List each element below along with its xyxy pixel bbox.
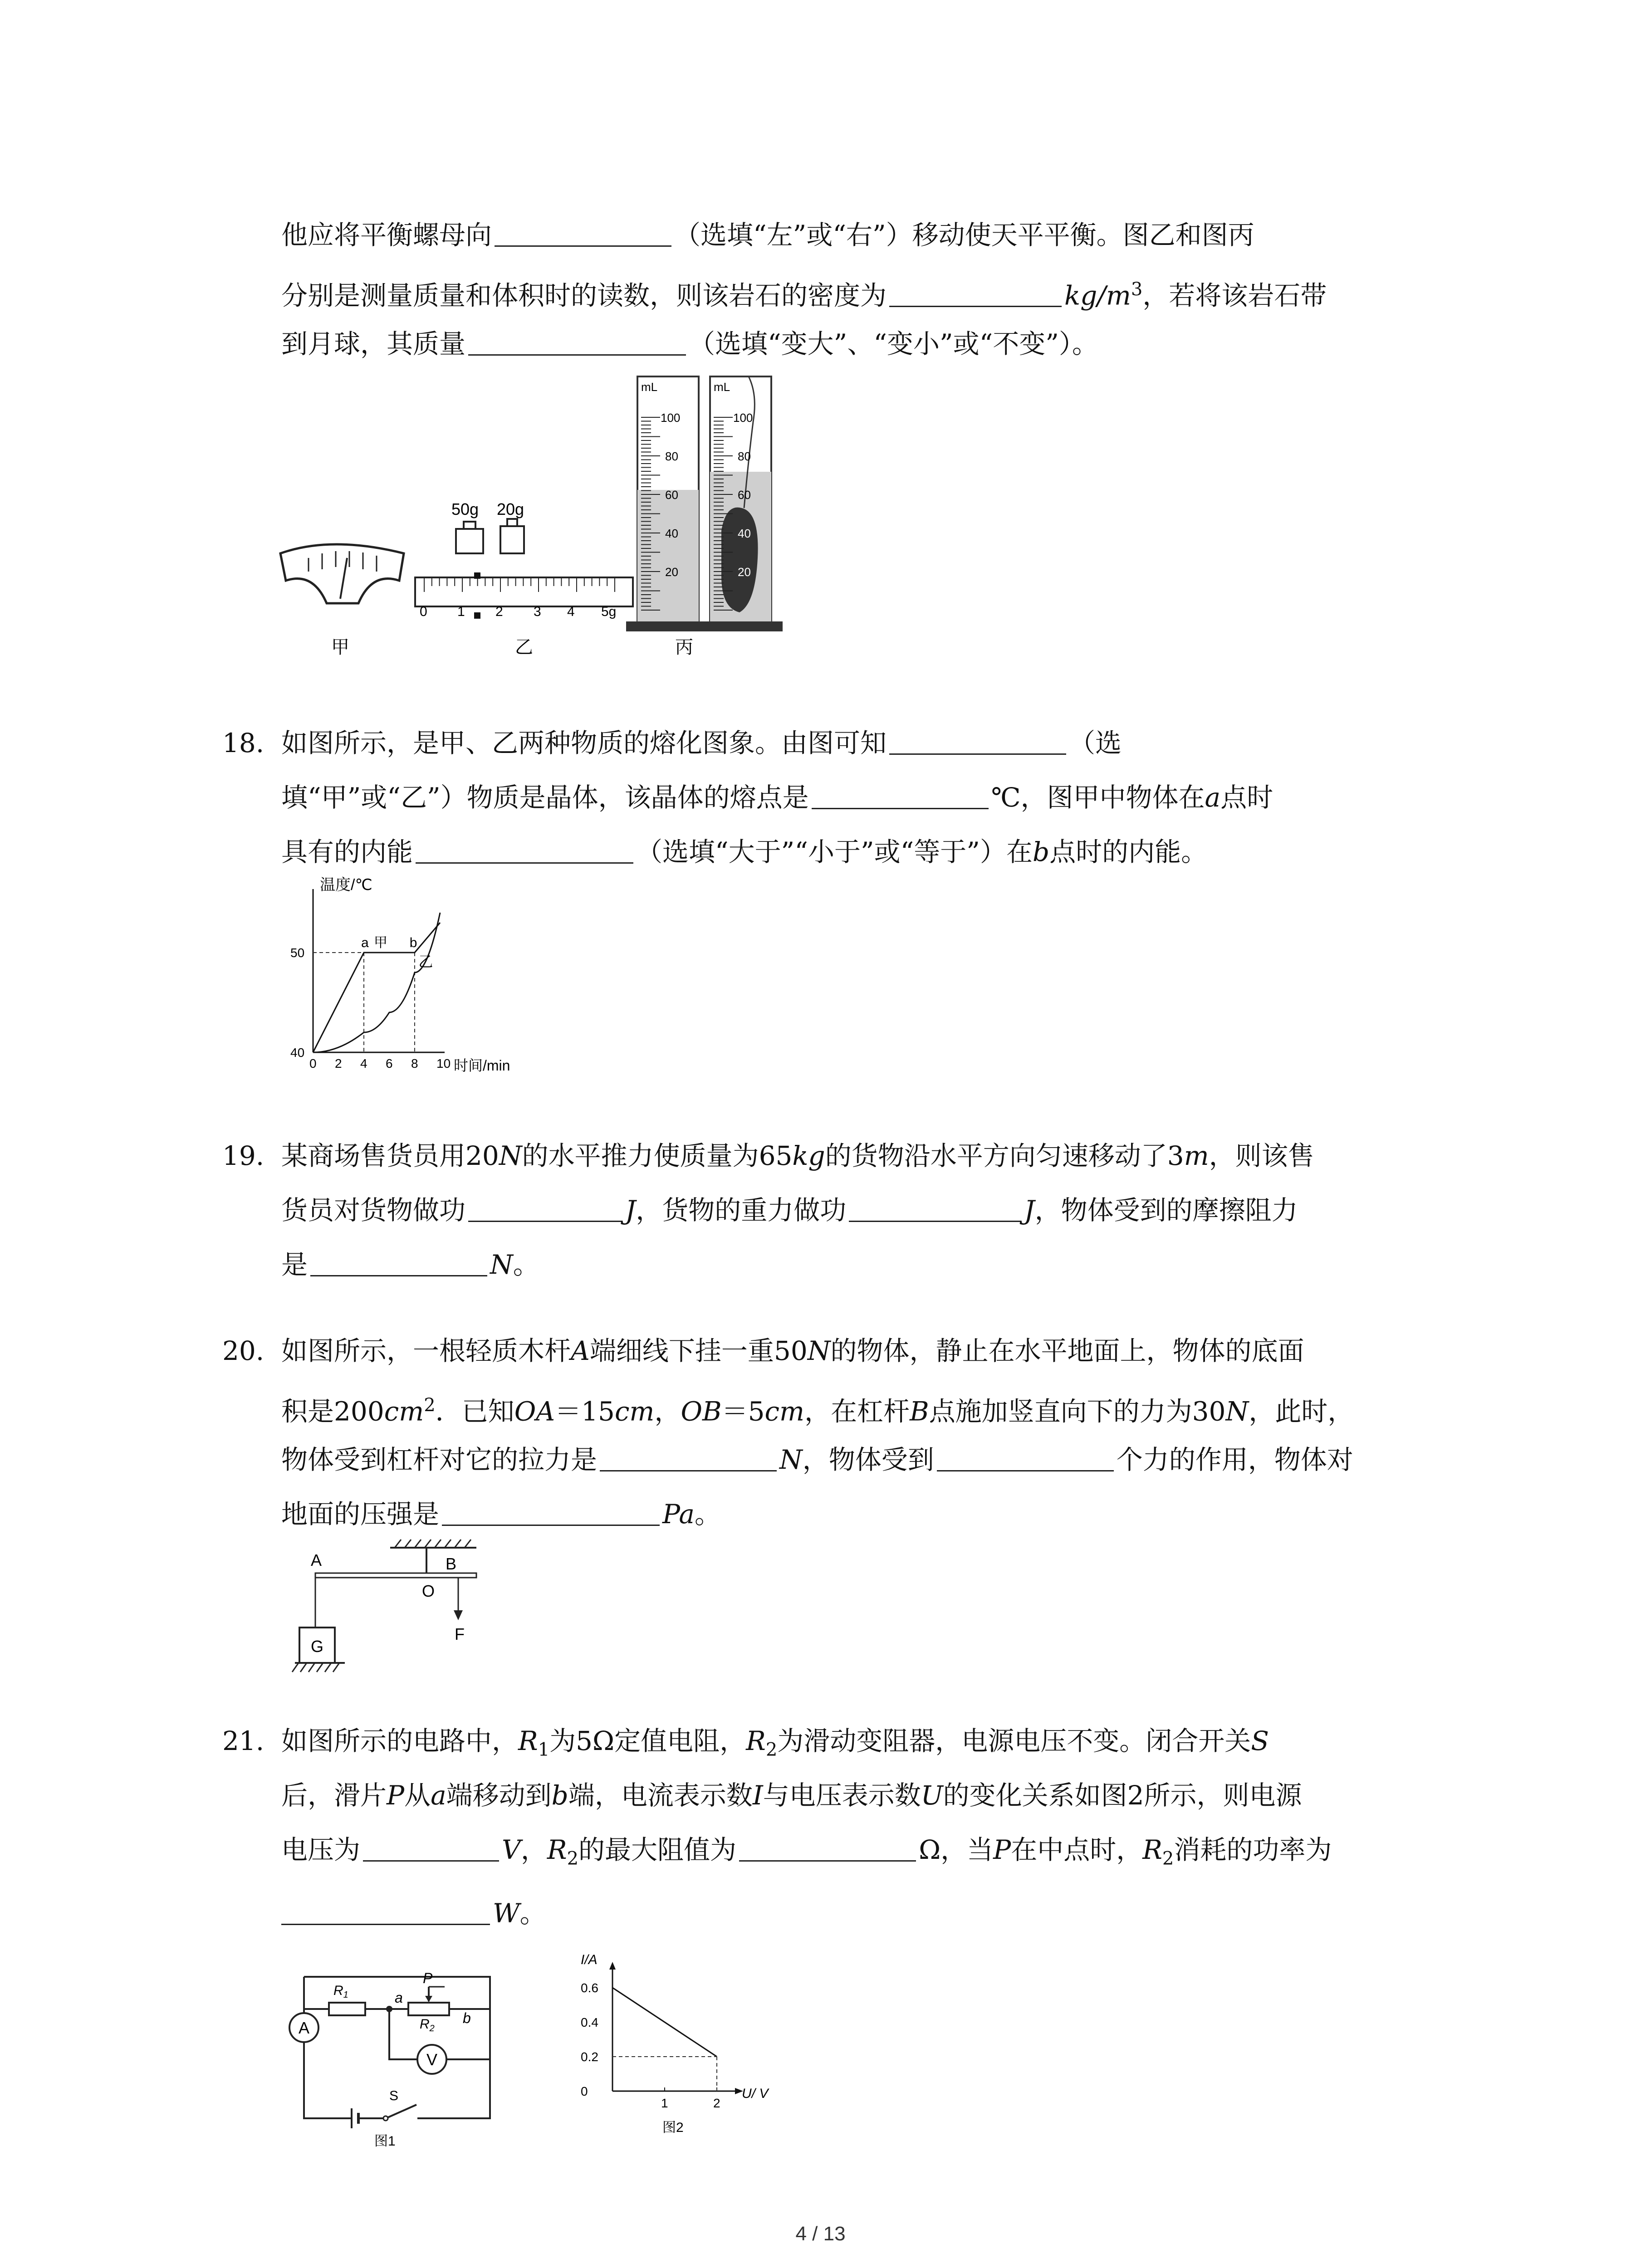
point-label-a: a xyxy=(361,935,369,950)
q20-unit: cm xyxy=(764,1396,804,1427)
ammeter-label: A xyxy=(299,2019,310,2037)
q20-blank-3[interactable] xyxy=(442,1497,660,1526)
q18-line-2 xyxy=(281,779,1273,816)
q21-sub: 2 xyxy=(765,1739,778,1760)
q18-blank-2[interactable] xyxy=(812,781,989,809)
weight-20g xyxy=(500,519,524,553)
q20-unit: N xyxy=(1225,1396,1249,1427)
q21-var: I xyxy=(752,1780,763,1811)
ruler-tick-4: 4 xyxy=(567,604,575,619)
balance-ruler xyxy=(415,572,633,619)
q21-var: R xyxy=(1142,1834,1162,1865)
ground-hatch xyxy=(333,1663,339,1672)
cyl2-tick-100: 100 xyxy=(733,411,753,425)
q18-var: a xyxy=(1205,782,1221,813)
chart-x-label: U/ V xyxy=(742,2086,769,2101)
q19-text: ，则该售 xyxy=(1209,1140,1314,1171)
y-tick-0.4: 0.4 xyxy=(581,2015,598,2029)
q20-line-1 xyxy=(281,1333,1304,1369)
cyl1-tick-40: 40 xyxy=(665,527,678,540)
q21-text: 为滑动变阻器，电源电压不变。闭合开关 xyxy=(777,1725,1251,1756)
q21-text: 为5Ω定值电阻， xyxy=(549,1725,746,1756)
q18-text: 点时的内能。 xyxy=(1049,836,1208,867)
q20-text: 端细线下挂一重 xyxy=(589,1335,774,1366)
weight-50g xyxy=(456,522,483,553)
x-tick-4: 4 xyxy=(360,1056,367,1070)
q20-text: 的物体，静止在水平地面上，物体的底面 xyxy=(830,1335,1304,1366)
r1-label: $R_1$ xyxy=(333,1983,348,2000)
q19-num: 20 xyxy=(465,1140,499,1171)
q20-text: ，在杠杆 xyxy=(804,1396,910,1427)
q20-text: ．已知 xyxy=(435,1396,514,1427)
q17-text: ，若将该岩石带 xyxy=(1142,280,1327,311)
label-a: a xyxy=(395,1989,403,2006)
figure1-caption: 图1 xyxy=(374,2134,396,2149)
circuit-wire xyxy=(304,2041,352,2118)
q19-unit: N xyxy=(490,1249,513,1280)
q20-blank-1[interactable] xyxy=(600,1443,777,1471)
q18-var: b xyxy=(1032,836,1050,867)
q21-line-1 xyxy=(281,1723,1269,1768)
q21-var: b xyxy=(551,1780,568,1811)
lever-figure xyxy=(286,1538,513,1687)
q21-text: Ω，当 xyxy=(919,1834,994,1865)
q20-text: 地面的压强是 xyxy=(281,1499,440,1530)
q20-unit: cm xyxy=(384,1396,424,1427)
cyl1-tick-100: 100 xyxy=(661,411,681,425)
rheostat-r2 xyxy=(408,2003,449,2015)
ceiling-hatch xyxy=(425,1540,431,1548)
q20-text: ， xyxy=(654,1396,681,1427)
q20-line-3 xyxy=(281,1442,1353,1478)
q21-blank-1[interactable] xyxy=(363,1833,499,1862)
q17-line-1 xyxy=(281,217,1254,253)
q21-line-4 xyxy=(281,1895,546,1931)
cyl2-tick-20: 20 xyxy=(738,565,751,579)
q18-text: 如图所示，是甲、乙两种物质的熔化图象。由图可知 xyxy=(281,728,887,758)
q18-line-1 xyxy=(281,725,1122,761)
q21-number: 21. xyxy=(222,1725,265,1756)
q19-text: 是 xyxy=(281,1249,308,1280)
label-F: F xyxy=(455,1625,465,1643)
q17-text: （选填“变大”、“变小”或“不变”）。 xyxy=(689,328,1098,359)
label-s: S xyxy=(389,2088,399,2103)
q18-blank-3[interactable] xyxy=(416,835,633,864)
q18-line-3 xyxy=(281,834,1207,870)
cylinder1-unit: mL xyxy=(641,380,658,394)
series-label-yi: 乙 xyxy=(418,953,433,970)
y-tick-40: 40 xyxy=(290,1046,305,1060)
y-axis-arrow xyxy=(609,1962,616,1970)
x-tick-6: 6 xyxy=(386,1056,393,1070)
q19-text: ，货物的重力做功 xyxy=(636,1195,847,1226)
q17-blank-1[interactable] xyxy=(495,218,671,247)
q20-text: 如图所示，一根轻质木杆 xyxy=(281,1335,571,1366)
q19-text: 的水平推力使质量为 xyxy=(522,1140,759,1171)
q19-text: ，物体受到的摩擦阻力 xyxy=(1034,1195,1298,1226)
q19-num: 65 xyxy=(759,1140,793,1171)
q20-sup: 2 xyxy=(424,1395,436,1416)
q20-num: 200 xyxy=(334,1396,384,1427)
q21-text: 。 xyxy=(519,1898,546,1929)
ceiling-hatch xyxy=(445,1540,451,1548)
ruler-tick-0: 0 xyxy=(420,604,427,619)
cylinder-with-rock xyxy=(699,376,783,631)
q17-text: 他应将平衡螺母向 xyxy=(281,220,492,250)
q17-line-2 xyxy=(281,271,1327,313)
q19-text: 的货物沿水平方向匀速移动了 xyxy=(825,1140,1167,1171)
q21-var: R xyxy=(518,1725,538,1756)
y-tick-50: 50 xyxy=(290,946,305,960)
series-label-jia: 甲 xyxy=(374,935,387,950)
label-B: B xyxy=(446,1554,457,1573)
circuit-figure xyxy=(272,1950,526,2150)
ruler-tick-2: 2 xyxy=(495,604,503,619)
q21-unit: W xyxy=(493,1898,520,1929)
x-tick-10: 10 xyxy=(436,1056,451,1070)
q20-text: ＝5 xyxy=(721,1396,765,1427)
q21-text: 在中点时， xyxy=(1011,1834,1143,1865)
q19-blank-1[interactable] xyxy=(468,1193,622,1222)
q20-text: 个力的作用，物体对 xyxy=(1116,1444,1353,1475)
ground-hatch xyxy=(300,1663,307,1672)
y-tick-0: 0 xyxy=(581,2084,588,2098)
q19-unit: J xyxy=(625,1195,636,1226)
q21-sub: 2 xyxy=(1162,1848,1174,1869)
q18-text: ℃，图甲中物体在 xyxy=(991,782,1205,813)
resistor-r1 xyxy=(329,2003,365,2015)
q20-text: ，此时， xyxy=(1249,1396,1354,1427)
q17-line-3 xyxy=(281,326,1098,362)
ground-hatch xyxy=(325,1663,331,1672)
q19-number: 19. xyxy=(222,1140,265,1171)
q20-text: 点施加竖直向下的力为 xyxy=(929,1396,1192,1427)
q21-blank-2[interactable] xyxy=(739,1833,916,1862)
q20-line-2 xyxy=(281,1387,1354,1429)
q21-var: P xyxy=(993,1834,1011,1865)
q21-text: ， xyxy=(520,1834,547,1865)
label-O: O xyxy=(422,1582,435,1600)
q21-text: 端，电流表示数 xyxy=(568,1780,753,1811)
q18-text: 点时 xyxy=(1220,782,1274,813)
q20-text: ＝15 xyxy=(555,1396,615,1427)
q21-sub: 1 xyxy=(538,1739,550,1760)
q20-var: B xyxy=(910,1396,929,1427)
q17-blank-3[interactable] xyxy=(468,327,686,356)
ruler-tick-5: 5g xyxy=(601,604,617,619)
q21-var: S xyxy=(1251,1725,1269,1756)
x-tick-2: 2 xyxy=(335,1056,342,1070)
label-yi: 乙 xyxy=(515,637,533,657)
q21-text: 从 xyxy=(404,1780,431,1811)
ground-hatch xyxy=(292,1663,299,1672)
ceiling-hatch xyxy=(435,1540,441,1548)
point-label-b: b xyxy=(409,935,417,950)
label-p: P xyxy=(423,1970,433,1986)
chart-y-label: I/A xyxy=(581,1952,598,1967)
q21-var: a xyxy=(431,1780,446,1811)
q17-blank-2[interactable] xyxy=(889,279,1062,307)
cyl2-tick-40: 40 xyxy=(738,527,751,540)
q18-text: （选填“大于”“小于”或“等于”）在 xyxy=(636,836,1033,867)
q20-num: 50 xyxy=(774,1335,808,1366)
q21-var: U xyxy=(921,1780,943,1811)
label-jia: 甲 xyxy=(331,637,349,657)
weight-20g-label: 20g xyxy=(497,500,524,518)
label-G: G xyxy=(311,1637,324,1656)
q19-line-3 xyxy=(281,1246,539,1283)
q18-text: 填“甲”或“乙”）物质是晶体，该晶体的熔点是 xyxy=(281,782,809,813)
q21-text: 电压为 xyxy=(281,1834,361,1865)
q19-unit: m xyxy=(1184,1140,1209,1171)
figure2-caption: 图2 xyxy=(662,2120,684,2135)
q17-unit-sup: 3 xyxy=(1131,279,1143,300)
series-yi-line xyxy=(313,913,440,1052)
q18-text: （选 xyxy=(1069,728,1122,758)
chart-y-label: 温度/℃ xyxy=(320,876,372,894)
q19-text: 某商场售货员用 xyxy=(281,1140,466,1171)
cylinder2-unit: mL xyxy=(714,380,730,394)
q19-blank-3[interactable] xyxy=(310,1248,487,1276)
slider-arrowhead xyxy=(425,1996,432,2002)
q19-blank-2[interactable] xyxy=(849,1193,1021,1222)
ceiling-hatch xyxy=(405,1540,411,1548)
q20-line-4 xyxy=(281,1496,721,1532)
q19-unit: N xyxy=(499,1140,522,1171)
q21-unit: V xyxy=(502,1834,521,1865)
junction-dot xyxy=(386,2006,392,2012)
q19-text: 货员对货物做功 xyxy=(281,1195,466,1226)
y-tick-0.6: 0.6 xyxy=(581,1981,598,1995)
ceiling-hatch xyxy=(395,1540,401,1548)
cyl1-tick-20: 20 xyxy=(665,565,678,579)
q21-text: 的最大阻值为 xyxy=(578,1834,737,1865)
ruler-tick-3: 3 xyxy=(534,604,541,619)
q20-var: A xyxy=(571,1335,590,1366)
ceiling-hatch xyxy=(465,1540,471,1548)
page-number: 4 / 13 xyxy=(795,2223,846,2245)
label-b: b xyxy=(463,2010,471,2026)
q21-sub: 2 xyxy=(567,1848,579,1869)
q20-unit: cm xyxy=(614,1396,655,1427)
q20-text: 。 xyxy=(695,1499,721,1530)
ruler-tick-1: 1 xyxy=(457,604,465,619)
switch-s[interactable] xyxy=(388,2105,416,2117)
q21-blank-3[interactable] xyxy=(281,1897,490,1925)
voltmeter-label: V xyxy=(426,2050,438,2069)
lever-bar[interactable] xyxy=(315,1573,476,1578)
q20-text: ，物体受到 xyxy=(802,1444,934,1475)
q20-unit: N xyxy=(807,1335,831,1366)
q17-text: （选填“左”或“右”）移动使天平平衡。图乙和图丙 xyxy=(674,220,1254,250)
q19-unit: J xyxy=(1024,1195,1035,1226)
switch-contact xyxy=(383,2116,388,2121)
q21-var: R xyxy=(547,1834,567,1865)
x-tick-1: 1 xyxy=(661,2096,668,2110)
cyl1-tick-80: 80 xyxy=(665,450,678,463)
iu-line xyxy=(612,1988,717,2057)
q20-var: OB xyxy=(681,1396,722,1427)
ground-hatch xyxy=(309,1663,315,1672)
ceiling-hatch xyxy=(455,1540,461,1548)
label-bing: 丙 xyxy=(675,637,693,657)
q20-number: 20. xyxy=(222,1335,265,1366)
q18-text: 具有的内能 xyxy=(281,836,413,867)
q21-text: 端移动到 xyxy=(446,1780,552,1811)
q17-unit: kg/m xyxy=(1064,280,1131,311)
q20-var: OA xyxy=(514,1396,555,1427)
balance-dial xyxy=(280,544,404,603)
q17-text: 到月球，其质量 xyxy=(281,328,466,359)
q21-var: R xyxy=(746,1725,766,1756)
weight-50g-label: 50g xyxy=(451,500,479,518)
ground-hatch xyxy=(317,1663,323,1672)
q19-text: 。 xyxy=(513,1249,539,1280)
q20-text: 积是 xyxy=(281,1396,334,1427)
q18-blank-1[interactable] xyxy=(889,726,1066,755)
label-A: A xyxy=(311,1551,322,1569)
q21-text: 如图所示的电路中， xyxy=(281,1725,519,1756)
q20-unit: N xyxy=(779,1444,803,1475)
q20-unit: Pa xyxy=(662,1499,695,1530)
cylinder-water xyxy=(626,376,710,631)
q17-text: 分别是测量质量和体积时的读数，则该岩石的密度为 xyxy=(281,280,887,311)
iu-chart xyxy=(558,1941,812,2141)
q19-num: 3 xyxy=(1167,1140,1184,1171)
q18-number: 18. xyxy=(222,728,265,758)
force-arrowhead xyxy=(454,1610,463,1620)
q19-line-2 xyxy=(281,1192,1298,1228)
r2-label: $R_2$ xyxy=(420,2017,435,2033)
q21-var: P xyxy=(387,1780,405,1811)
y-tick-0.2: 0.2 xyxy=(581,2050,598,2064)
x-tick-0: 0 xyxy=(309,1056,317,1070)
cyl1-tick-60: 60 xyxy=(665,488,678,502)
chart-x-label: 时间/min xyxy=(454,1057,510,1074)
q20-blank-2[interactable] xyxy=(937,1443,1114,1471)
q21-text: 与电压表示数 xyxy=(763,1780,921,1811)
x-tick-2: 2 xyxy=(713,2096,720,2110)
q21-text: 的变化关系如图2所示，则电源 xyxy=(943,1780,1302,1811)
cyl2-tick-60: 60 xyxy=(738,488,751,502)
cyl2-tick-80: 80 xyxy=(738,450,751,463)
q20-text: 物体受到杠杆对它的拉力是 xyxy=(281,1444,598,1475)
melting-chart xyxy=(281,871,535,1080)
q17-figure xyxy=(268,367,812,662)
q20-num: 30 xyxy=(1192,1396,1226,1427)
q21-line-2 xyxy=(281,1777,1302,1813)
q21-line-3 xyxy=(281,1832,1332,1877)
q21-text: 消耗的功率为 xyxy=(1174,1834,1332,1865)
ceiling-hatch xyxy=(415,1540,421,1548)
q19-line-1 xyxy=(281,1138,1314,1174)
q21-text: 后，滑片 xyxy=(281,1780,387,1811)
x-tick-8: 8 xyxy=(411,1056,418,1070)
q19-unit: kg xyxy=(792,1140,825,1171)
